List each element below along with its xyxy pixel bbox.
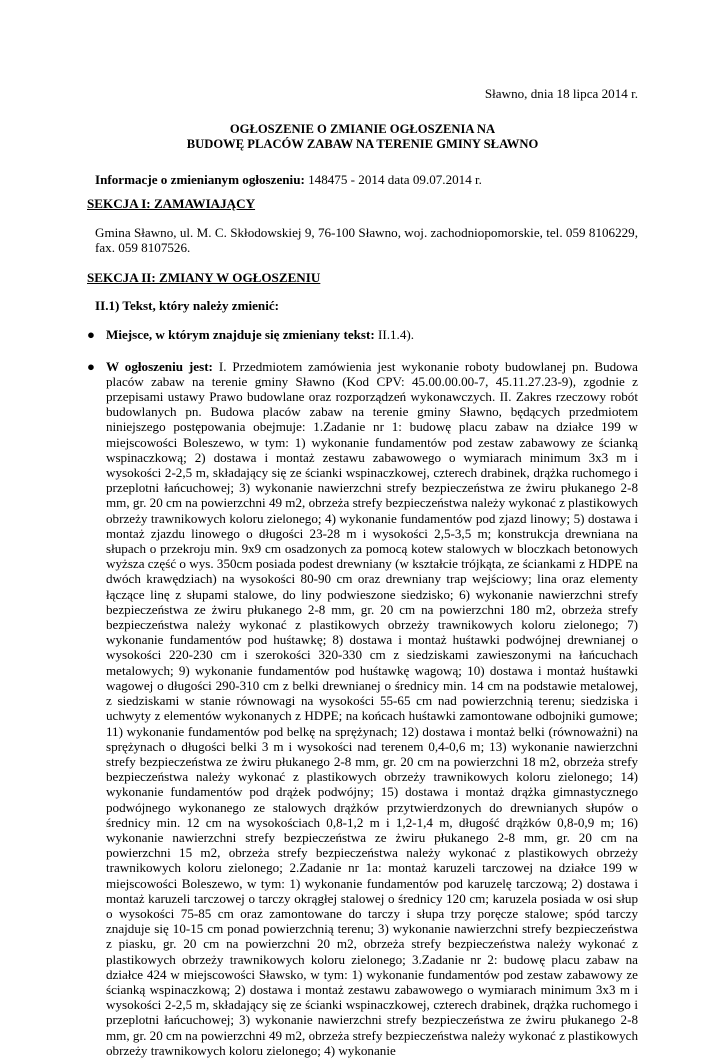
title-line-1: OGŁOSZENIE O ZMIANIE OGŁOSZENIA NA bbox=[229, 122, 496, 137]
title-line-2: BUDOWĘ PLACÓW ZABAW NA TERENIE GMINY SŁAWNO bbox=[186, 137, 539, 152]
bullet-label: W ogłoszeniu jest: bbox=[106, 358, 213, 374]
document-date: Sławno, dnia 18 lipca 2014 r. bbox=[484, 86, 638, 101]
bullet-item-location bbox=[87, 327, 638, 342]
changed-notice-info bbox=[95, 172, 638, 187]
section-2-subheading: II.1) Tekst, który należy zmienić: bbox=[95, 298, 280, 314]
bullet-text: I. Przedmiotem zamówienia jest wykonanie roboty budowlanej pn. Budowa placów zabaw na terenie gminy Sławno (Kod CPV: 45.00.00.00-7, 45.11.27.23-9), zgodnie z przepisami ustawy Prawo budowlane oraz rozporządzeń wykonawczych. II. Zakres rzeczowy robót budowlanych pn. Budowa placów zabaw na terenie gminy Sławno, będących przedmiotem niniejszego postępowania obejmuje: 1.Zadanie nr 1: budowę placu zabaw na działce 199 w miejscowości Boleszewo, w tym: 1) wykonanie fundamentów pod zestaw zabawowy ze ścianką wspinaczkową; 2) dostawa i montaż zestawu zabawowego o wymiarach minimum 3x3 m i wysokości 2-2,5 m, składający się ze ścianki wspinaczkowej, czterech drabinek, drążka ruchomego i przeplotni łańcuchowej; 3) wykonanie nawierzchni strefy bezpieczeństwa ze żwiru płukanego 2-8 mm, gr. 20 cm na powierzchni 49 m2, obrzeża strefy bezpieczeństwa należy wykonać z plastikowych obrzeży trawnikowych koloru zielonego; 4) wykonanie fundamentów pod zjazd linowy; 5) dostawa i montaż zjazdu linowego o długości 23-28 m i wysokości 2,5-3,5 m; konstrukcja drewniana na słupach o przekroju min. 9x9 cm osadzonych za pomocą kotew stalowych w bloczkach betonowych wyższa część o wys. 350cm posiada podest drewniany (w kształcie trójkąta, ze ściankami z HDPE na dwóch krawędziach) na wysokości 80-90 cm oraz drewniany trap wejściowy; lina oraz elementy łączące linę z słupami stalowe, do liny podwieszone siedzisko; 6) wykonanie nawierzchni strefy bezpieczeństwa ze żwiru płukanego 2-8 mm, gr. 20 cm na powierzchni 180 m2, obrzeża strefy bezpieczeństwa należy wykonać z plastikowych obrzeży trawnikowych koloru zielonego; 7) wykonanie fundamentów pod huśtawkę; 8) dostawa i montaż huśtawki podwójnej drewnianej o wysokości 220-230 cm i szerokości 320-330 cm z siedziskami zawieszonymi na łańcuchach metalowych; 9) wykonanie fundamentów pod huśtawkę wagową; 10) dostawa i montaż huśtawki wagowej o długości 290-310 cm z belki drewnianej o średnicy min. 14 cm na podstawie metalowej, z siedziskami w stanie równowagi na wysokości 55-65 cm nad powierzchnią terenu; siedziska i uchwyty z elementów wykonanych z HDPE; na końcach huśtawki zamontowane odbojniki gumowe; 11) wykonanie fundamentów pod belkę na sprężynach; 12) dostawa i montaż belki (równoważni) na sprężynach o długości belki 3 m i wysokości nad terenem 0,4-0,6 m; 13) wykonanie nawierzchni strefy bezpieczeństwa ze żwiru płukanego 2-8 mm, gr. 20 cm na powierzchni 18 m2, obrzeża strefy bezpieczeństwa należy wykonać z plastikowych obrzeży trawnikowych koloru zielonego; 14) wykonanie fundamentów pod drążek podwójny; 15) dostawa i montaż drążka gimnastycznego podwójnego wykonanego ze stalowych drążków przytwierdzonych do drewnianych słupów o średnicy min. 12 cm na wysokościach 0,8-1,2 m i 1,2-1,4 m, długość drążków 0,8-0,9 m; 16) wykonanie nawierzchni strefy bezpieczeństwa ze żwiru płukanego 2-8 mm, gr. 20 cm na powierzchni 15 m2, obrzeża strefy bezpieczeństwa należy wykonać z plastikowych obrzeży trawnikowych koloru zielonego; 2.Zadanie nr 1a: montaż karuzeli tarczowej na działce 199 w miejscowości Boleszewo, w tym: 1) wykonanie fundamentów pod karuzelę tarczową; 2) dostawa i montaż karuzeli tarczowej o tarczy okrągłej stalowej o średnicy 120 cm; karuzela posiada w osi słup o wysokości 75-85 cm oraz zamontowane do tarczy i słupa trzy poręcze stalowe; spód tarczy znajduje się 10-15 cm ponad powierzchnią terenu; 3) wykonanie nawierzchni strefy bezpieczeństwa z piasku, gr. 20 cm na powierzchni 20 m2, obrzeża strefy bezpieczeństwa należy wykonać z plastikowych obrzeży trawnikowych koloru zielonego; 3.Zadanie nr 2: budowę placu zabaw na działce 424 w miejscowości Sławsko, w tym: 1) wykonanie fundamentów pod zestaw zabawowy ze ścianką wspinaczkową; 2) dostawa i montaż zestawu zabawowego o wymiarach minimum 3x3 m i wysokości 2-2,5 m, składający się ze ścianki wspinaczkowej, czterech drabinek, drążka ruchomego i przeplotni łańcuchowej; 3) wykonanie nawierzchni strefy bezpieczeństwa ze żwiru płukanego 2-8 mm, gr. 20 cm na powierzchni 49 m2, obrzeża strefy bezpieczeństwa należy wykonać z plastikowych obrzeży trawnikowych koloru zielonego; 4) wykonanie bbox=[106, 358, 638, 1058]
bullet-item-current-text bbox=[87, 359, 638, 1058]
bullet-icon: ● bbox=[87, 327, 95, 343]
section-1-body: Gmina Sławno, ul. M. C. Skłodowskiej 9, 76-100 Sławno, woj. zachodniopomorskie, tel. 059 8106229, fax. 059 8107526. bbox=[95, 224, 638, 255]
document-title bbox=[87, 122, 638, 152]
bullet-text: II.1.4). bbox=[374, 327, 415, 343]
section-1-heading: SEKCJA I: ZAMAWIAJĄCY bbox=[87, 196, 256, 212]
section-2-heading: SEKCJA II: ZMIANY W OGŁOSZENIU bbox=[87, 270, 321, 286]
info-label: Informacje o zmienianym ogłoszeniu: bbox=[95, 172, 305, 188]
info-value: 148475 - 2014 data 09.07.2014 r. bbox=[304, 172, 482, 188]
bullet-label: Miejsce, w którym znajduje się zmieniany tekst: bbox=[106, 327, 375, 343]
bullet-icon: ● bbox=[87, 358, 95, 374]
